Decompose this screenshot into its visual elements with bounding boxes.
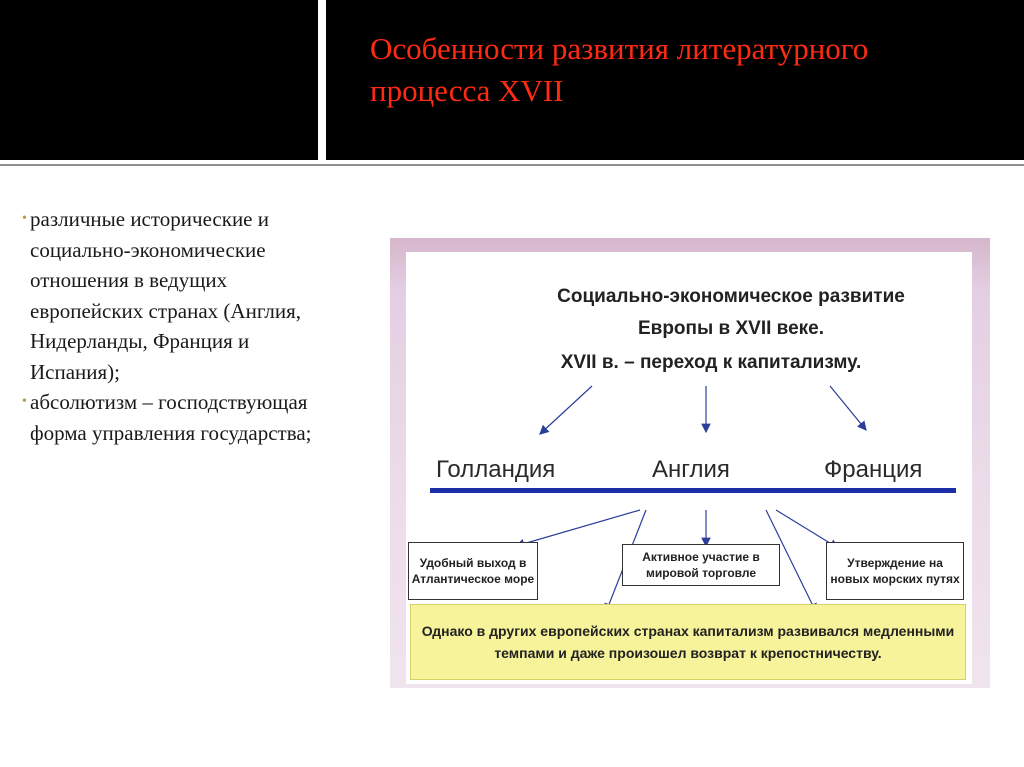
country-axis-line [430,488,956,493]
arrow-to-france [830,386,866,430]
country-france: Франция [824,456,923,483]
bullet-list [22,204,312,448]
diagram-panel [406,252,972,684]
country-holland: Голландия [436,456,556,483]
box-atlantic-access: Удобный выход в Атлантическое море [408,542,538,600]
bullet-item [22,204,312,387]
arrow-to-box1 [516,510,640,546]
diagram-heading-line2: Европы в XVII веке. [637,318,825,339]
arrow-to-holland [540,386,592,434]
country-england: Англия [652,456,730,483]
bullet-item [22,387,312,448]
bullet-text: абсолютизм – господствующая форма управления государства; [30,390,312,445]
box-world-trade: Активное участие в мировой торговле [622,544,780,586]
diagram-heading-line1: Социально-экономическое развитие [557,286,905,307]
header-divider [0,164,1024,166]
note-box: Однако в других европейских странах капитализм развивался медленными темпами и даже произошел возврат к крепостничеству. [410,604,966,680]
bullet-dot-icon: • [22,211,27,226]
slide-title: Особенности развития литературного процесса XVII [370,31,869,108]
diagram-figure [390,238,990,688]
header-left-panel [0,0,318,160]
box-sea-routes: Утверждение на новых морских путях [826,542,964,600]
bullet-dot-icon: • [22,394,27,409]
bullet-text: различные исторические и социально-экономические отношения в ведущих европейских странах (Англия, Нидерланды, Франция и Испания); [30,207,302,384]
diagram-subheading: XVII в. – переход к капитализму. [560,352,862,373]
